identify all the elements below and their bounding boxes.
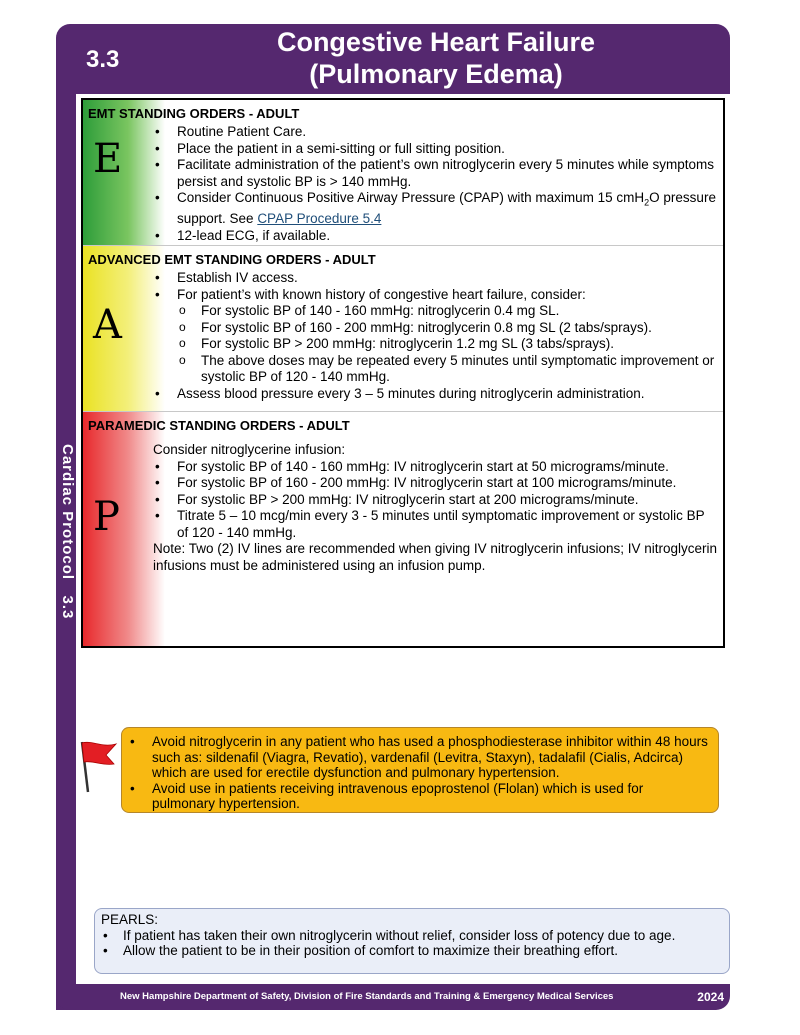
list-item: • Establish IV access.: [153, 270, 719, 287]
list-item: • Facilitate administration of the patient’s own nitroglycerin every 5 minutes while symptoms persist and systolic BP is > 140 mmHg.: [153, 157, 719, 190]
aemt-section-title: ADVANCED EMT STANDING ORDERS - ADULT: [88, 252, 376, 267]
cpap-text-1: Consider Continuous Positive Airway Pressure (CPAP) with maximum 15 cmH: [177, 190, 645, 205]
warning-item: • Avoid use in patients receiving intravenous epoprostenol (Flolan) which is used for pulmonary hypertension.: [128, 781, 708, 812]
page-title: [176, 26, 696, 90]
paramedic-note: Note: Two (2) IV lines are recommended when giving IV nitroglycerin infusions; IV nitroglycerin infusions must be administered using an infusion pump.: [153, 541, 718, 573]
page-footer: [56, 984, 730, 1010]
paramedic-intro: Consider nitroglycerine infusion:: [153, 442, 346, 457]
footer-text: New Hampshire Department of Safety, Division of Fire Standards and Training & Emergency Medical Services: [120, 991, 614, 1002]
aemt-section: [83, 246, 723, 412]
cpap-subscript: 2: [644, 197, 650, 208]
title-line-1: Congestive Heart Failure: [276, 27, 596, 57]
aemt-letter: A: [93, 302, 122, 348]
warning-box: [121, 727, 719, 813]
sub-list-item: o The above doses may be repeated every 5 minutes until symptomatic improvement or systolic BP of 120 - 140 mmHg.: [153, 353, 719, 386]
pearl-item: • If patient has taken their own nitroglycerin without relief, consider loss of potency due to age.: [101, 928, 721, 944]
list-item: • Place the patient in a semi-sitting or full sitting position.: [153, 141, 719, 158]
paramedic-letter: P: [93, 494, 120, 540]
page-header: [56, 24, 730, 94]
cpap-text-2: O pressure support. See: [177, 190, 716, 227]
footer-year: 2024: [697, 990, 724, 1004]
sub-list-item: o For systolic BP of 140 - 160 mmHg: nitroglycerin 0.4 mg SL.: [153, 303, 719, 320]
title-line-2: (Pulmonary Edema): [309, 59, 563, 89]
cpap-procedure-link[interactable]: CPAP Procedure 5.4: [257, 211, 382, 227]
list-item: • For systolic BP of 160 - 200 mmHg: IV nitroglycerin start at 100 micrograms/minute.: [153, 475, 719, 492]
list-item-cpap: [153, 190, 719, 228]
emt-letter: E: [93, 136, 123, 182]
pearls-box: [94, 908, 730, 974]
side-protocol-label: Cardiac Protocol 3.3: [59, 444, 76, 620]
list-item: • Titrate 5 – 10 mcg/min every 3 - 5 minutes until symptomatic improvement or systolic BP of 120 - 140 mmHg.: [153, 508, 719, 541]
list-item: • Routine Patient Care.: [153, 124, 719, 141]
red-flag-icon: [76, 738, 120, 794]
paramedic-orders: [153, 442, 719, 574]
warning-item: • Avoid nitroglycerin in any patient who has used a phosphodiesterase inhibitor within 48 hours such as: sildenafil (Viagra, Revatio), vardenafil (Levitra, Staxyn), tadalafil (Cialis, Adcirca) which are used for erectile dysfunction and pulmonary hypertension.: [128, 734, 708, 781]
list-item: • For patient’s with known history of congestive heart failure, consider:: [153, 287, 719, 304]
list-item: • For systolic BP of 140 - 160 mmHg: IV nitroglycerin start at 50 micrograms/minute.: [153, 459, 719, 476]
emt-orders: [153, 124, 719, 244]
list-item: • Assess blood pressure every 3 – 5 minutes during nitroglycerin administration.: [153, 386, 719, 403]
emt-section: [83, 100, 723, 246]
standing-orders-box: [81, 98, 725, 648]
sub-list-item: o For systolic BP > 200 mmHg: nitroglycerin 1.2 mg SL (3 tabs/sprays).: [153, 336, 719, 353]
list-item: • 12-lead ECG, if available.: [153, 228, 719, 245]
pearl-item: • Allow the patient to be in their position of comfort to maximize their breathing effort.: [101, 943, 721, 959]
paramedic-section-title: PARAMEDIC STANDING ORDERS - ADULT: [88, 418, 350, 433]
aemt-orders: [153, 270, 719, 402]
pearls-title: PEARLS:: [101, 912, 159, 927]
list-item: • For systolic BP > 200 mmHg: IV nitroglycerin start at 200 micrograms/minute.: [153, 492, 719, 509]
emt-section-title: EMT STANDING ORDERS - ADULT: [88, 106, 300, 121]
paramedic-section: [83, 412, 723, 646]
sub-list-item: o For systolic BP of 160 - 200 mmHg: nitroglycerin 0.8 mg SL (2 tabs/sprays).: [153, 320, 719, 337]
protocol-number: 3.3: [86, 46, 120, 73]
